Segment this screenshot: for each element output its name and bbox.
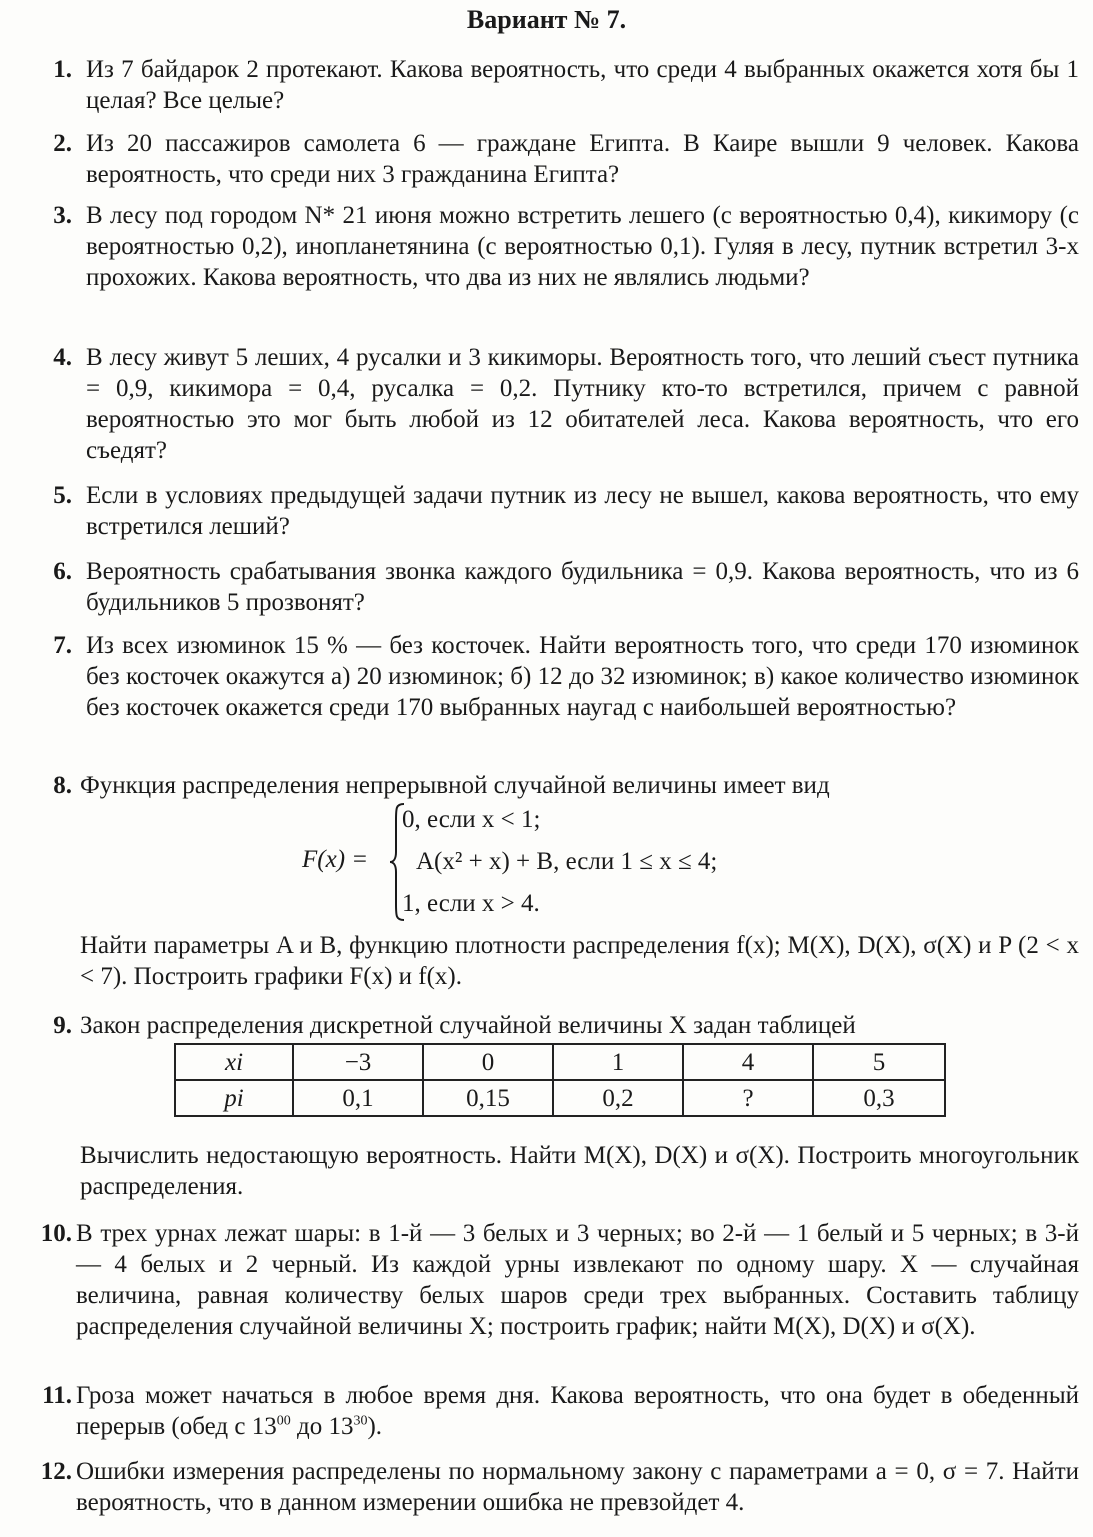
problem-text-continued: Вычислить недостающую вероятность. Найти M(X), D(X) и σ(X). Построить многоугольник распределения.	[80, 1142, 1079, 1200]
text-part: Гроза может начаться в любое время дня. Какова вероятность, что она будет в обеденный перерыв (обед с 13	[76, 1382, 1079, 1440]
table-row-p	[175, 1080, 945, 1116]
problem-text	[76, 1380, 1079, 1442]
problem-text: Из 20 пассажиров самолета 6 — граждане Египта. В Каире вышли 9 человек. Какова вероятность, что среди них 3 гражданина Египта?	[86, 130, 1079, 188]
table-cell: 1	[553, 1044, 683, 1080]
table-cell: 0,3	[813, 1080, 945, 1116]
problem-number: 9.	[53, 1012, 72, 1039]
formula-lhs: F(x) =	[302, 846, 369, 873]
table-cell: 0,1	[293, 1080, 423, 1116]
table-cell: 4	[683, 1044, 813, 1080]
problem-number: 2.	[53, 130, 72, 157]
table-row-x	[175, 1044, 945, 1080]
table-header-x	[175, 1044, 293, 1080]
problem-number: 1.	[53, 56, 72, 83]
distribution-table	[174, 1043, 946, 1117]
superscript: 30	[353, 1413, 368, 1429]
problem-text: Функция распределения непрерывной случайной величины имеет вид	[80, 772, 830, 799]
problem-number: 8.	[53, 772, 72, 799]
problem-text: Ошибки измерения распределены по нормальному закону с параметрами a = 0, σ = 7. Найти вероятность, что в данном измерении ошибка не превзойдет 4.	[76, 1458, 1079, 1516]
problem-text: Если в условиях предыдущей задачи путник из лесу не вышел, какова вероятность, что ему встретился леший?	[86, 482, 1079, 540]
superscript: 00	[276, 1413, 291, 1429]
problem-text: В лесу под городом N* 21 июня можно встретить лешего (с вероятностью 0,4), кикимору (с вероятностью 0,2), инопланетянина (с вероятностью 0,1). Гуляя в лесу, путник встретил 3-х прохожих. Какова вероятность, что два из них не являлись людьми?	[86, 202, 1079, 291]
problem-number: 4.	[53, 344, 72, 371]
problem-text: Вероятность срабатывания звонка каждого будильника = 0,9. Какова вероятность, что из 6 будильников 5 прозвонят?	[86, 558, 1079, 616]
table-cell: 0	[423, 1044, 553, 1080]
formula-case-1: 0, если x < 1;	[402, 806, 541, 833]
problem-text: В трех урнах лежат шары: в 1-й — 3 белых и 3 черных; во 2-й — 1 белый и 5 черных; в 3-й — 4 белых и 2 черный. Из каждой урны извлекают по одному шару. X — случайная величина, равная количеству белых шаров среди трех выбранных. Составить таблицу распределения случайной величины X; построить график; найти M(X), D(X) и σ(X).	[76, 1220, 1079, 1340]
problem-number: 6.	[53, 558, 72, 585]
problem-number: 5.	[53, 482, 72, 509]
text-part: ).	[367, 1413, 383, 1440]
table-cell: ?	[683, 1080, 813, 1116]
problem-text: Из всех изюминок 15 % — без косточек. Найти вероятность того, что среди 170 изюминок без косточек окажутся а) 20 изюминок; б) 12 до 32 изюминок; в) какое количество изюминок без косточек окажется среди 170 выбранных наугад с наибольшей вероятностью?	[86, 632, 1079, 721]
problem-text: Закон распределения дискретной случайной величины X задан таблицей	[80, 1012, 856, 1039]
table-header-p	[175, 1080, 293, 1116]
problem-text: В лесу живут 5 леших, 4 русалки и 3 кикиморы. Вероятность того, что леший съест путника = 0,9, кикимора = 0,4, русалка = 0,2. Путнику кто-то встретился, причем с равной вероятностью это мог быть любой из 12 обитателей леса. Какова вероятность, что его съедят?	[86, 344, 1079, 464]
table-cell: −3	[293, 1044, 423, 1080]
page-title: Вариант № 7.	[466, 5, 627, 34]
formula-case-2: A(x² + x) + B, если 1 ≤ x ≤ 4;	[416, 848, 718, 875]
formula-case-3: 1, если x > 4.	[402, 890, 540, 917]
p-label: pi	[224, 1084, 244, 1112]
problem-number: 12.	[40, 1458, 72, 1485]
problem-number: 10.	[40, 1220, 72, 1247]
table-cell: 0,2	[553, 1080, 683, 1116]
problem-number: 3.	[53, 202, 72, 229]
table-cell: 0,15	[423, 1080, 553, 1116]
problem-text: Из 7 байдарок 2 протекают. Какова вероятность, что среди 4 выбранных окажется хотя бы 1 целая? Все целые?	[86, 56, 1079, 114]
x-label: xi	[224, 1048, 244, 1076]
problem-text-continued: Найти параметры A и B, функцию плотности распределения f(x); M(X), D(X), σ(X) и P (2 < x < 7). Построить графики F(x) и f(x).	[80, 932, 1079, 990]
problem-number: 7.	[53, 632, 72, 659]
table-cell: 5	[813, 1044, 945, 1080]
problem-number: 11.	[42, 1382, 72, 1409]
text-part: до 13	[290, 1413, 354, 1440]
distribution-function-formula	[302, 800, 822, 930]
